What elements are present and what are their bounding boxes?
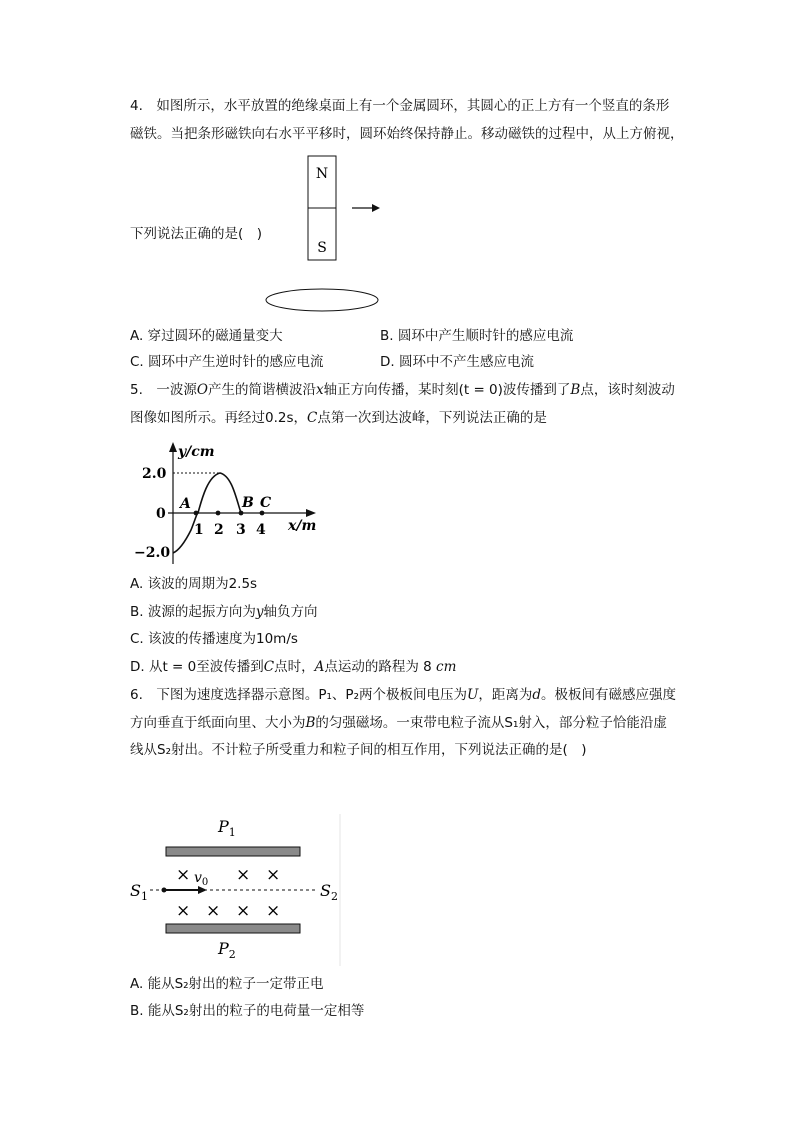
field-cross: × [266,865,281,885]
plate-p2 [166,924,300,933]
exit-s2-label: $S_2$ [320,881,338,903]
y-max-label: 2.0 [142,466,167,482]
magnet-north-label: N [315,166,329,182]
q6-text-line3: 线从S₂射出。不计粒子所受重力和粒子间的相互作用，下列说法正确的是( ) [130,742,587,758]
field-cross: × [236,865,251,885]
q6-text-line1: 6. 下图为速度选择器示意图。P₁、P₂两个极板间电压为U，距离为d。极板间有磁感应强度 [130,687,677,703]
q4-option-d[interactable]: D. 圆环中不产生感应电流 [380,354,534,370]
q5-wave-graph [128,440,328,568]
point-a [194,511,199,516]
y-min-label: −2.0 [134,545,171,561]
field-cross: × [176,901,191,921]
field-cross: × [236,901,251,921]
x-axis-label: x/m [288,518,317,534]
metal-ring [266,289,378,311]
point-x2 [216,511,221,516]
q6-option-a[interactable]: A. 能从S₂射出的粒子一定带正电 [130,976,324,992]
plate-p2-label: $P_2$ [218,939,236,961]
motion-arrow-head [372,204,380,212]
q5-option-d[interactable]: D. 从t = 0至波传播到C点时，A点运动的路程为 8 cm [130,659,457,675]
q4-text-line2: 磁铁。当把条形磁铁向右水平平移时，圆环始终保持静止。移动磁铁的过程中，从上方俯视， [130,126,684,142]
q6-option-b[interactable]: B. 能从S₂射出的粒子的电荷量一定相等 [130,1003,365,1019]
q6-text-line2: 方向垂直于纸面向里、大小为B的匀强磁场。一束带电粒子流从S₁射入，部分粒子恰能沿虚 [130,715,667,731]
q6-velocity-selector-figure [128,810,350,968]
q4-magnet-figure [260,150,400,320]
q4-option-a[interactable]: A. 穿过圆环的磁通量变大 [130,328,283,344]
entry-s1-label: $S_1$ [130,881,148,903]
point-a-label: A [180,496,191,512]
q4-text-line1: 4. 如图所示，水平放置的绝缘桌面上有一个金属圆环，其圆心的正上方有一个竖直的条形 [130,98,670,114]
field-cross: × [206,901,221,921]
point-c-label: C [260,495,272,511]
tick-label-1: 1 [194,522,204,538]
plate-p1 [166,847,300,856]
q5-text-line2: 图像如图所示。再经过0.2s，C点第一次到达波峰，下列说法正确的是 [130,410,547,426]
q5-text-line1: 5. 一波源O产生的简谐横波沿x轴正方向传播，某时刻(t = 0)波传播到了B点，该时刻波动 [130,382,675,398]
x-axis-arrow [306,509,316,517]
point-b-label: B [242,495,254,511]
tick-label-4: 4 [256,522,266,538]
q4-text-line3: 下列说法正确的是( ) [130,226,263,242]
tick-label-3: 3 [236,522,246,538]
point-c [260,511,265,516]
q4-option-c[interactable]: C. 圆环中产生逆时针的感应电流 [130,354,324,370]
velocity-label: $v_0$ [194,870,209,888]
q5-option-a[interactable]: A. 该波的周期为2.5s [130,576,258,592]
q4-option-b[interactable]: B. 圆环中产生顺时针的感应电流 [380,328,574,344]
y-zero-label: 0 [156,506,166,522]
q5-option-c[interactable]: C. 该波的传播速度为10m/s [130,631,298,647]
y-axis-label: y/cm [178,444,215,460]
point-b [239,511,244,516]
tick-label-2: 2 [214,522,224,538]
field-cross: × [266,901,281,921]
q5-option-b[interactable]: B. 波源的起振方向为y轴负方向 [130,604,318,620]
plate-p1-label: $P_1$ [218,817,236,839]
magnet-south-label: S [317,240,327,256]
field-cross: × [176,865,191,885]
y-axis-arrow [169,442,177,452]
